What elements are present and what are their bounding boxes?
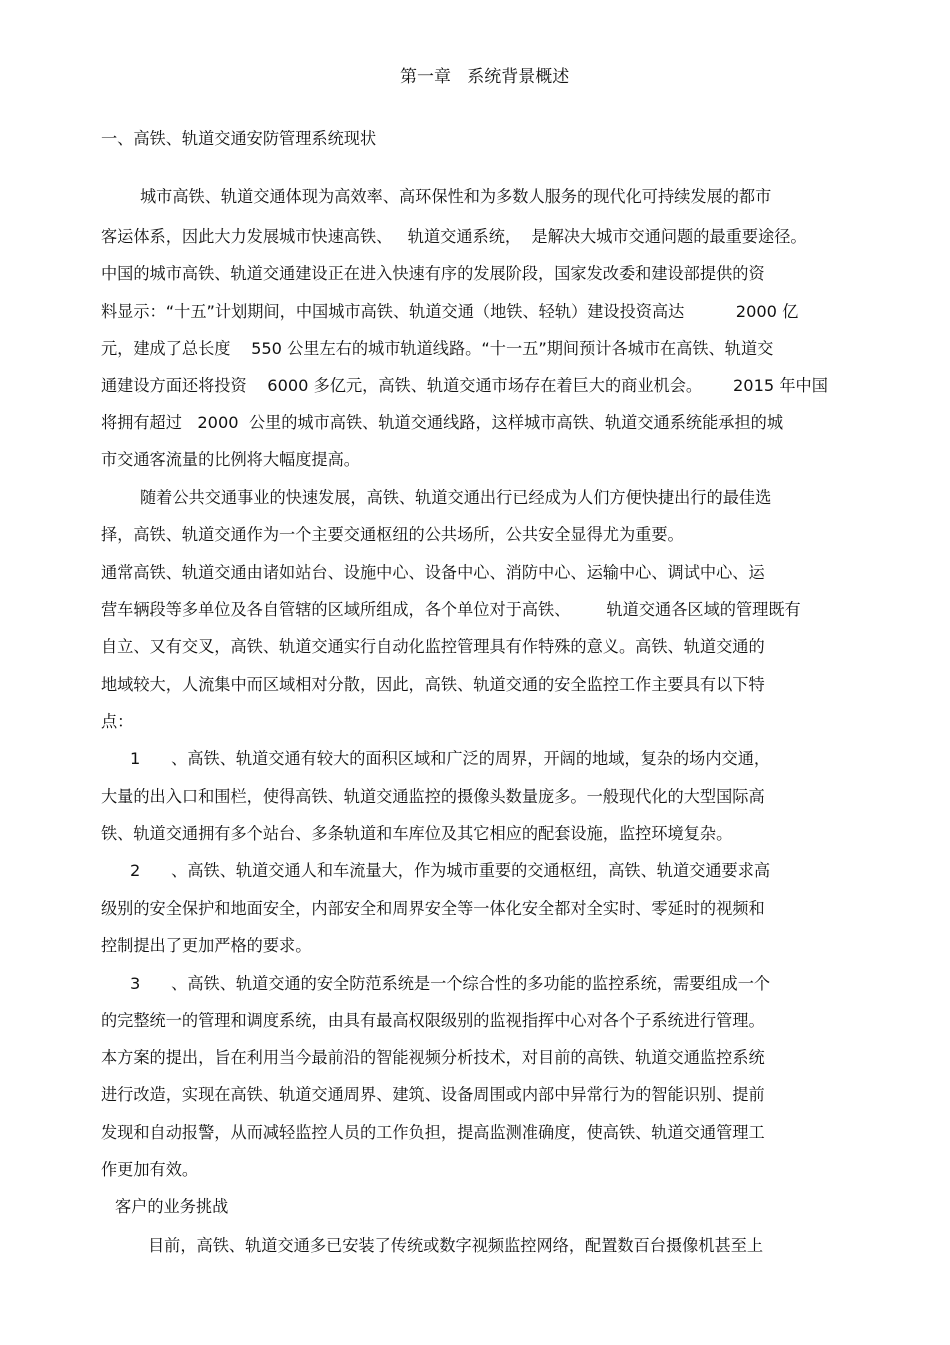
text-line: 营车辆段等多单位及各自管辖的区域所组成，各个单位对于高铁、 轨道交通各区域的管理既有 <box>101 600 801 619</box>
text-line: 本方案的提出，旨在利用当今最前沿的智能视频分析技术，对目前的高铁、轨道交通监控系统 <box>101 1048 765 1067</box>
list-item-2: 2 、高铁、轨道交通人和车流量大，作为城市重要的交通枢纽，高铁、轨道交通要求高 <box>130 861 771 880</box>
text-line: 将拥有超过 2000 公里的城市高铁、轨道交通线路，这样城市高铁、轨道交通系统能承担的城 <box>101 413 784 432</box>
text-line: 自立、又有交叉，高铁、轨道交通实行自动化监控管理具有作特殊的意义。高铁、轨道交通的 <box>101 637 765 656</box>
text-line: 目前，高铁、轨道交通多已安装了传统或数字视频监控网络，配置数百台摄像机甚至上 <box>148 1236 764 1255</box>
text-line: 通建设方面还将投资 6000 多亿元，高铁、轨道交通市场存在着巨大的商业机会。 2015 年中国 <box>101 376 828 395</box>
chapter-title: 第一章 系统背景概述 <box>400 67 570 87</box>
list-item-3: 3 、高铁、轨道交通的安全防范系统是一个综合性的多功能的监控系统，需要组成一个 <box>130 974 771 993</box>
text-line: 作更加有效。 <box>101 1160 199 1179</box>
text-line: 通常高铁、轨道交通由诸如站台、设施中心、设备中心、消防中心、运输中心、调试中心、运 <box>101 563 765 582</box>
text-line: 点： <box>101 712 134 731</box>
list-item-1: 1 、高铁、轨道交通有较大的面积区域和广泛的周界，开阔的地域，复杂的场内交通， <box>130 749 771 768</box>
text-line: 中国的城市高铁、轨道交通建设正在进入快速有序的发展阶段，国家发改委和建设部提供的资 <box>101 264 765 283</box>
text-line: 进行改造，实现在高铁、轨道交通周界、建筑、设备周围或内部中异常行为的智能识别、提前 <box>101 1085 765 1104</box>
text-line: 地域较大，人流集中而区域相对分散，因此，高铁、轨道交通的安全监控工作主要具有以下特 <box>101 675 765 694</box>
subsection-heading: 客户的业务挑战 <box>115 1197 229 1216</box>
text-line: 控制提出了更加严格的要求。 <box>101 936 312 955</box>
text-line: 的完整统一的管理和调度系统，由具有最高权限级别的监视指挥中心对各个子系统进行管理。 <box>101 1011 765 1030</box>
text-line: 随着公共交通事业的快速发展，高铁、轨道交通出行已经成为人们方便快捷出行的最佳选 <box>140 488 772 507</box>
text-line: 择，高铁、轨道交通作为一个主要交通枢纽的公共场所，公共安全显得尤为重要。 <box>101 525 684 544</box>
text-line: 料显示：“十五”计划期间，中国城市高铁、轨道交通（地铁、轻轨）建设投资高达 2000 亿 <box>101 302 799 321</box>
text-line: 大量的出入口和围栏，使得高铁、轨道交通监控的摄像头数量庞多。一般现代化的大型国际高 <box>101 787 765 806</box>
section-heading: 一、高铁、轨道交通安防管理系统现状 <box>101 129 377 148</box>
text-line: 级别的安全保护和地面安全，内部安全和周界安全等一体化安全都对全实时、零延时的视频和 <box>101 899 765 918</box>
text-line: 城市高铁、轨道交通体现为高效率、高环保性和为多数人服务的现代化可持续发展的都市 <box>140 187 772 206</box>
text-line: 元，建成了总长度 550 公里左右的城市轨道线路。“十一五”期间预计各城市在高铁、轨道交 <box>101 339 774 358</box>
text-line: 铁、轨道交通拥有多个站台、多条轨道和车库位及其它相应的配套设施，监控环境复杂。 <box>101 824 733 843</box>
text-line: 发现和自动报警，从而减轻监控人员的工作负担，提高监测准确度，使高铁、轨道交通管理工 <box>101 1123 765 1142</box>
text-line: 市交通客流量的比例将大幅度提高。 <box>101 450 360 469</box>
text-line: 客运体系，因此大力发展城市快速高铁、 轨道交通系统， 是解决大城市交通问题的最重要途径。 <box>101 227 807 246</box>
